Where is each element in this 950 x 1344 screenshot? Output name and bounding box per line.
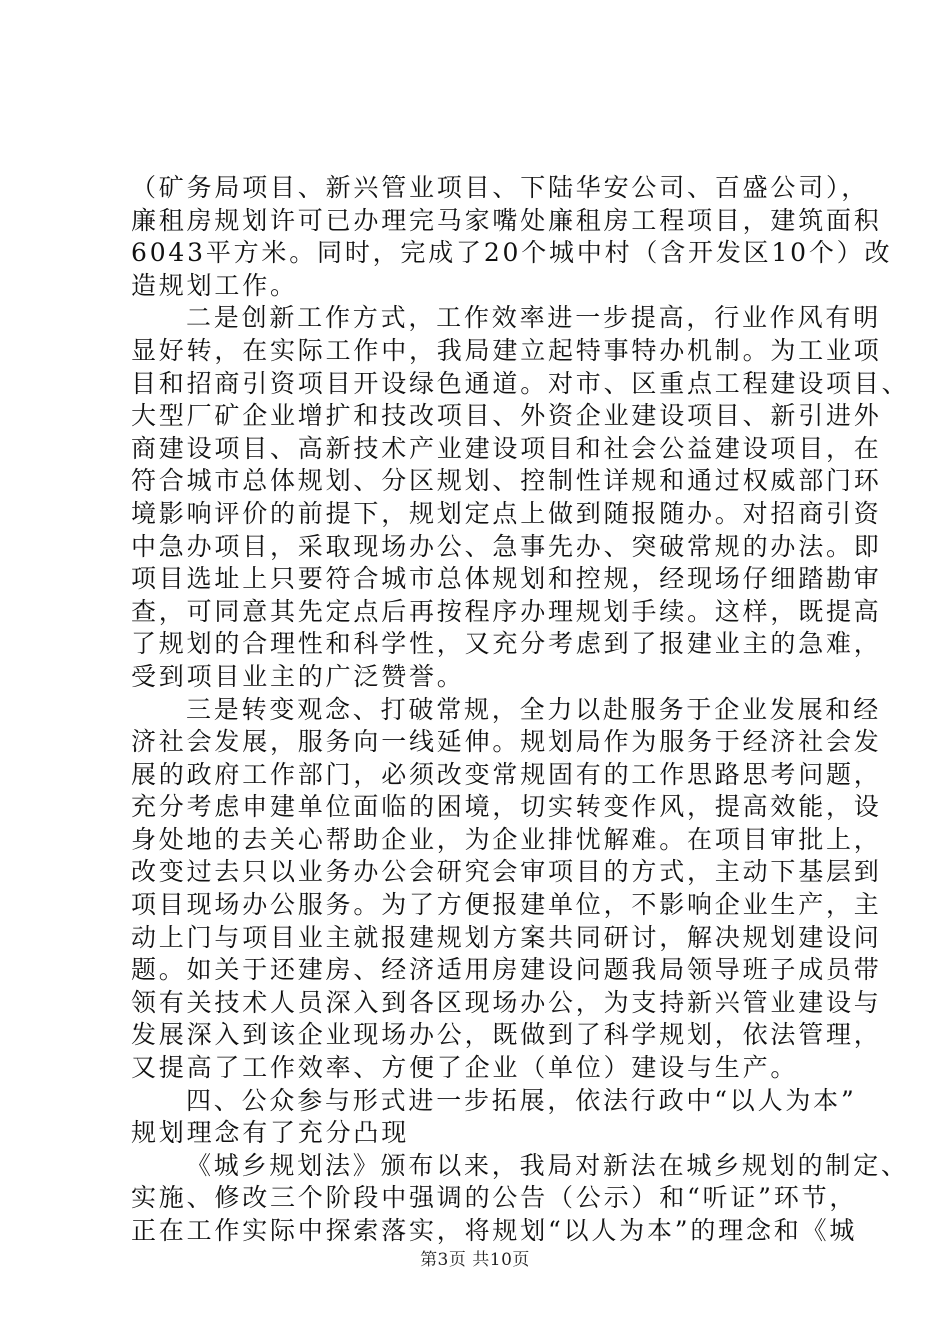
text-line: 又提高了工作效率、方便了企业（单位）建设与生产。 bbox=[131, 1053, 799, 1083]
text-line: 充分考虑申建单位面临的困境，切实转变作风，提高效能，设 bbox=[131, 792, 882, 822]
text-line: 查，可同意其先定点后再按程序办理规划手续。这样，既提高 bbox=[131, 596, 882, 626]
text-line: 改变过去只以业务办公会研究会审项目的方式，主动下基层到 bbox=[131, 857, 882, 887]
text-line: 境影响评价的前提下，规划定点上做到随报随办。对招商引资 bbox=[131, 498, 882, 528]
text-line: 大型厂矿企业增扩和技改项目、外资企业建设项目、新引进外 bbox=[131, 401, 882, 431]
text-line: 四、公众参与形式进一步拓展，依法行政中“以人为本” bbox=[186, 1085, 857, 1115]
text-line: 项目现场办公服务。为了方便报建单位，不影响企业生产，主 bbox=[131, 890, 882, 920]
text-line: 受到项目业主的广泛赞誉。 bbox=[131, 661, 465, 691]
text-line: 中急办项目，采取现场办公、急事先办、突破常规的办法。即 bbox=[131, 531, 882, 561]
text-line: 6043平方米。同时，完成了20个城中村（含开发区10个）改 bbox=[131, 238, 893, 268]
text-line: 题。如关于还建房、经济适用房建设问题我局领导班子成员带 bbox=[131, 955, 882, 985]
text-line: 目和招商引资项目开设绿色通道。对市、区重点工程建设项目、 bbox=[131, 368, 910, 398]
text-line: （矿务局项目、新兴管业项目、下陆华安公司、百盛公司）， bbox=[131, 173, 870, 202]
page-footer: 第3页 共10页 bbox=[420, 1250, 530, 1270]
text-line: 发展深入到该企业现场办公，既做到了科学规划，依法管理， bbox=[131, 1020, 882, 1050]
text-line: 项目选址上只要符合城市总体规划和控规，经现场仔细踏勘审 bbox=[131, 564, 882, 594]
text-line: 规划理念有了充分凸现 bbox=[131, 1118, 410, 1148]
text-line: 身处地的去关心帮助企业，为企业排忧解难。在项目审批上， bbox=[131, 824, 882, 854]
text-line: 三是转变观念、打破常规，全力以赴服务于企业发展和经 bbox=[186, 694, 882, 724]
text-line: 二是创新工作方式，工作效率进一步提高，行业作风有明 bbox=[186, 303, 882, 333]
text-line: 正在工作实际中探索落实，将规划“以人为本”的理念和《城 bbox=[131, 1216, 858, 1245]
text-line: 符合城市总体规划、分区规划、控制性详规和通过权威部门环 bbox=[131, 466, 882, 496]
text-line: 展的政府工作部门，必须改变常规固有的工作思路思考问题， bbox=[131, 759, 882, 789]
text-line: 了规划的合理性和科学性，又充分考虑到了报建业主的急难， bbox=[131, 629, 882, 659]
text-line: 济社会发展，服务向一线延伸。规划局作为服务于经济社会发 bbox=[131, 727, 882, 757]
text-line: 动上门与项目业主就报建规划方案共同研讨，解决规划建设问 bbox=[131, 922, 882, 952]
text-line: 廉租房规划许可已办理完马家嘴处廉租房工程项目，建筑面积 bbox=[131, 205, 882, 235]
text-line: 领有关技术人员深入到各区现场办公，为支持新兴管业建设与 bbox=[131, 987, 882, 1017]
text-line: 实施、修改三个阶段中强调的公告（公示）和“听证”环节， bbox=[131, 1183, 858, 1213]
body-text bbox=[131, 172, 910, 1248]
text-line: 《城乡规划法》颁布以来，我局对新法在城乡规划的制定、 bbox=[186, 1150, 909, 1180]
text-line: 显好转，在实际工作中，我局建立起特事特办机制。为工业项 bbox=[131, 335, 882, 365]
text-line: 商建设项目、高新技术产业建设项目和社会公益建设项目，在 bbox=[131, 433, 882, 463]
text-line: 造规划工作。 bbox=[131, 270, 298, 300]
